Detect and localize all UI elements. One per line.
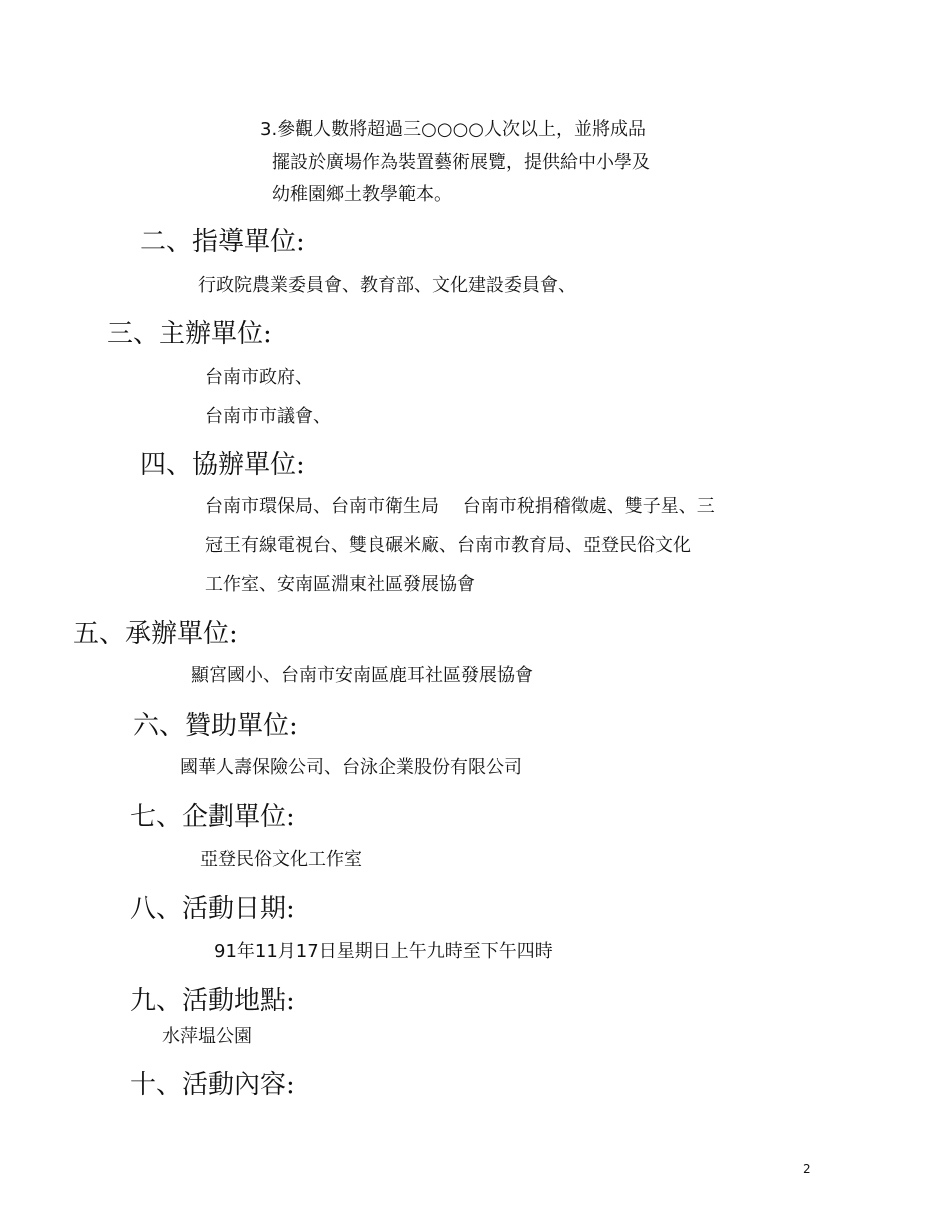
- section-heading-location: 九、活動地點:: [130, 986, 295, 1016]
- section-heading-executor: 五、承辦單位:: [73, 619, 238, 649]
- section-heading-guidance: 二、指導單位:: [140, 227, 305, 257]
- intro-line-1: 3.參觀人數將超過三○○○○人次以上，並將成品: [260, 119, 646, 140]
- section-guidance-line-1: 行政院農業委員會、教育部、文化建設委員會、: [198, 275, 576, 296]
- section-heading-sponsor: 六、贊助單位:: [133, 711, 298, 741]
- section-co-organizer-line-1: 台南市環保局、台南市衛生局 台南市稅捐稽徵處、雙子星、三: [205, 496, 715, 517]
- section-location-line-1: 水萍塭公園: [162, 1026, 252, 1047]
- section-heading-planner: 七、企劃單位:: [130, 802, 295, 832]
- section-executor-line-1: 顯宮國小、台南市安南區鹿耳社區發展協會: [191, 665, 533, 686]
- intro-line-3: 幼稚園鄉土教學範本。: [272, 184, 452, 205]
- section-co-organizer-line-2: 冠王有線電視台、雙良碾米廠、台南市教育局、亞登民俗文化: [205, 535, 691, 556]
- page-number: 2: [803, 1162, 811, 1176]
- section-organizer-line-1: 台南市政府、: [205, 367, 313, 388]
- section-organizer-line-2: 台南市市議會、: [205, 406, 331, 427]
- section-date-line-1: 91年11月17日星期日上午九時至下午四時: [214, 941, 553, 962]
- section-heading-organizer: 三、主辦單位:: [107, 319, 272, 349]
- section-heading-co-organizer: 四、協辦單位:: [140, 450, 305, 480]
- section-co-organizer-line-3: 工作室、安南區淵東社區發展協會: [205, 574, 475, 595]
- intro-line-2: 擺設於廣場作為裝置藝術展覽，提供給中小學及: [272, 152, 650, 173]
- section-heading-content: 十、活動內容:: [130, 1070, 295, 1100]
- section-heading-date: 八、活動日期:: [130, 894, 295, 924]
- section-sponsor-line-1: 國華人壽保險公司、台泳企業股份有限公司: [180, 757, 522, 778]
- section-planner-line-1: 亞登民俗文化工作室: [200, 849, 362, 870]
